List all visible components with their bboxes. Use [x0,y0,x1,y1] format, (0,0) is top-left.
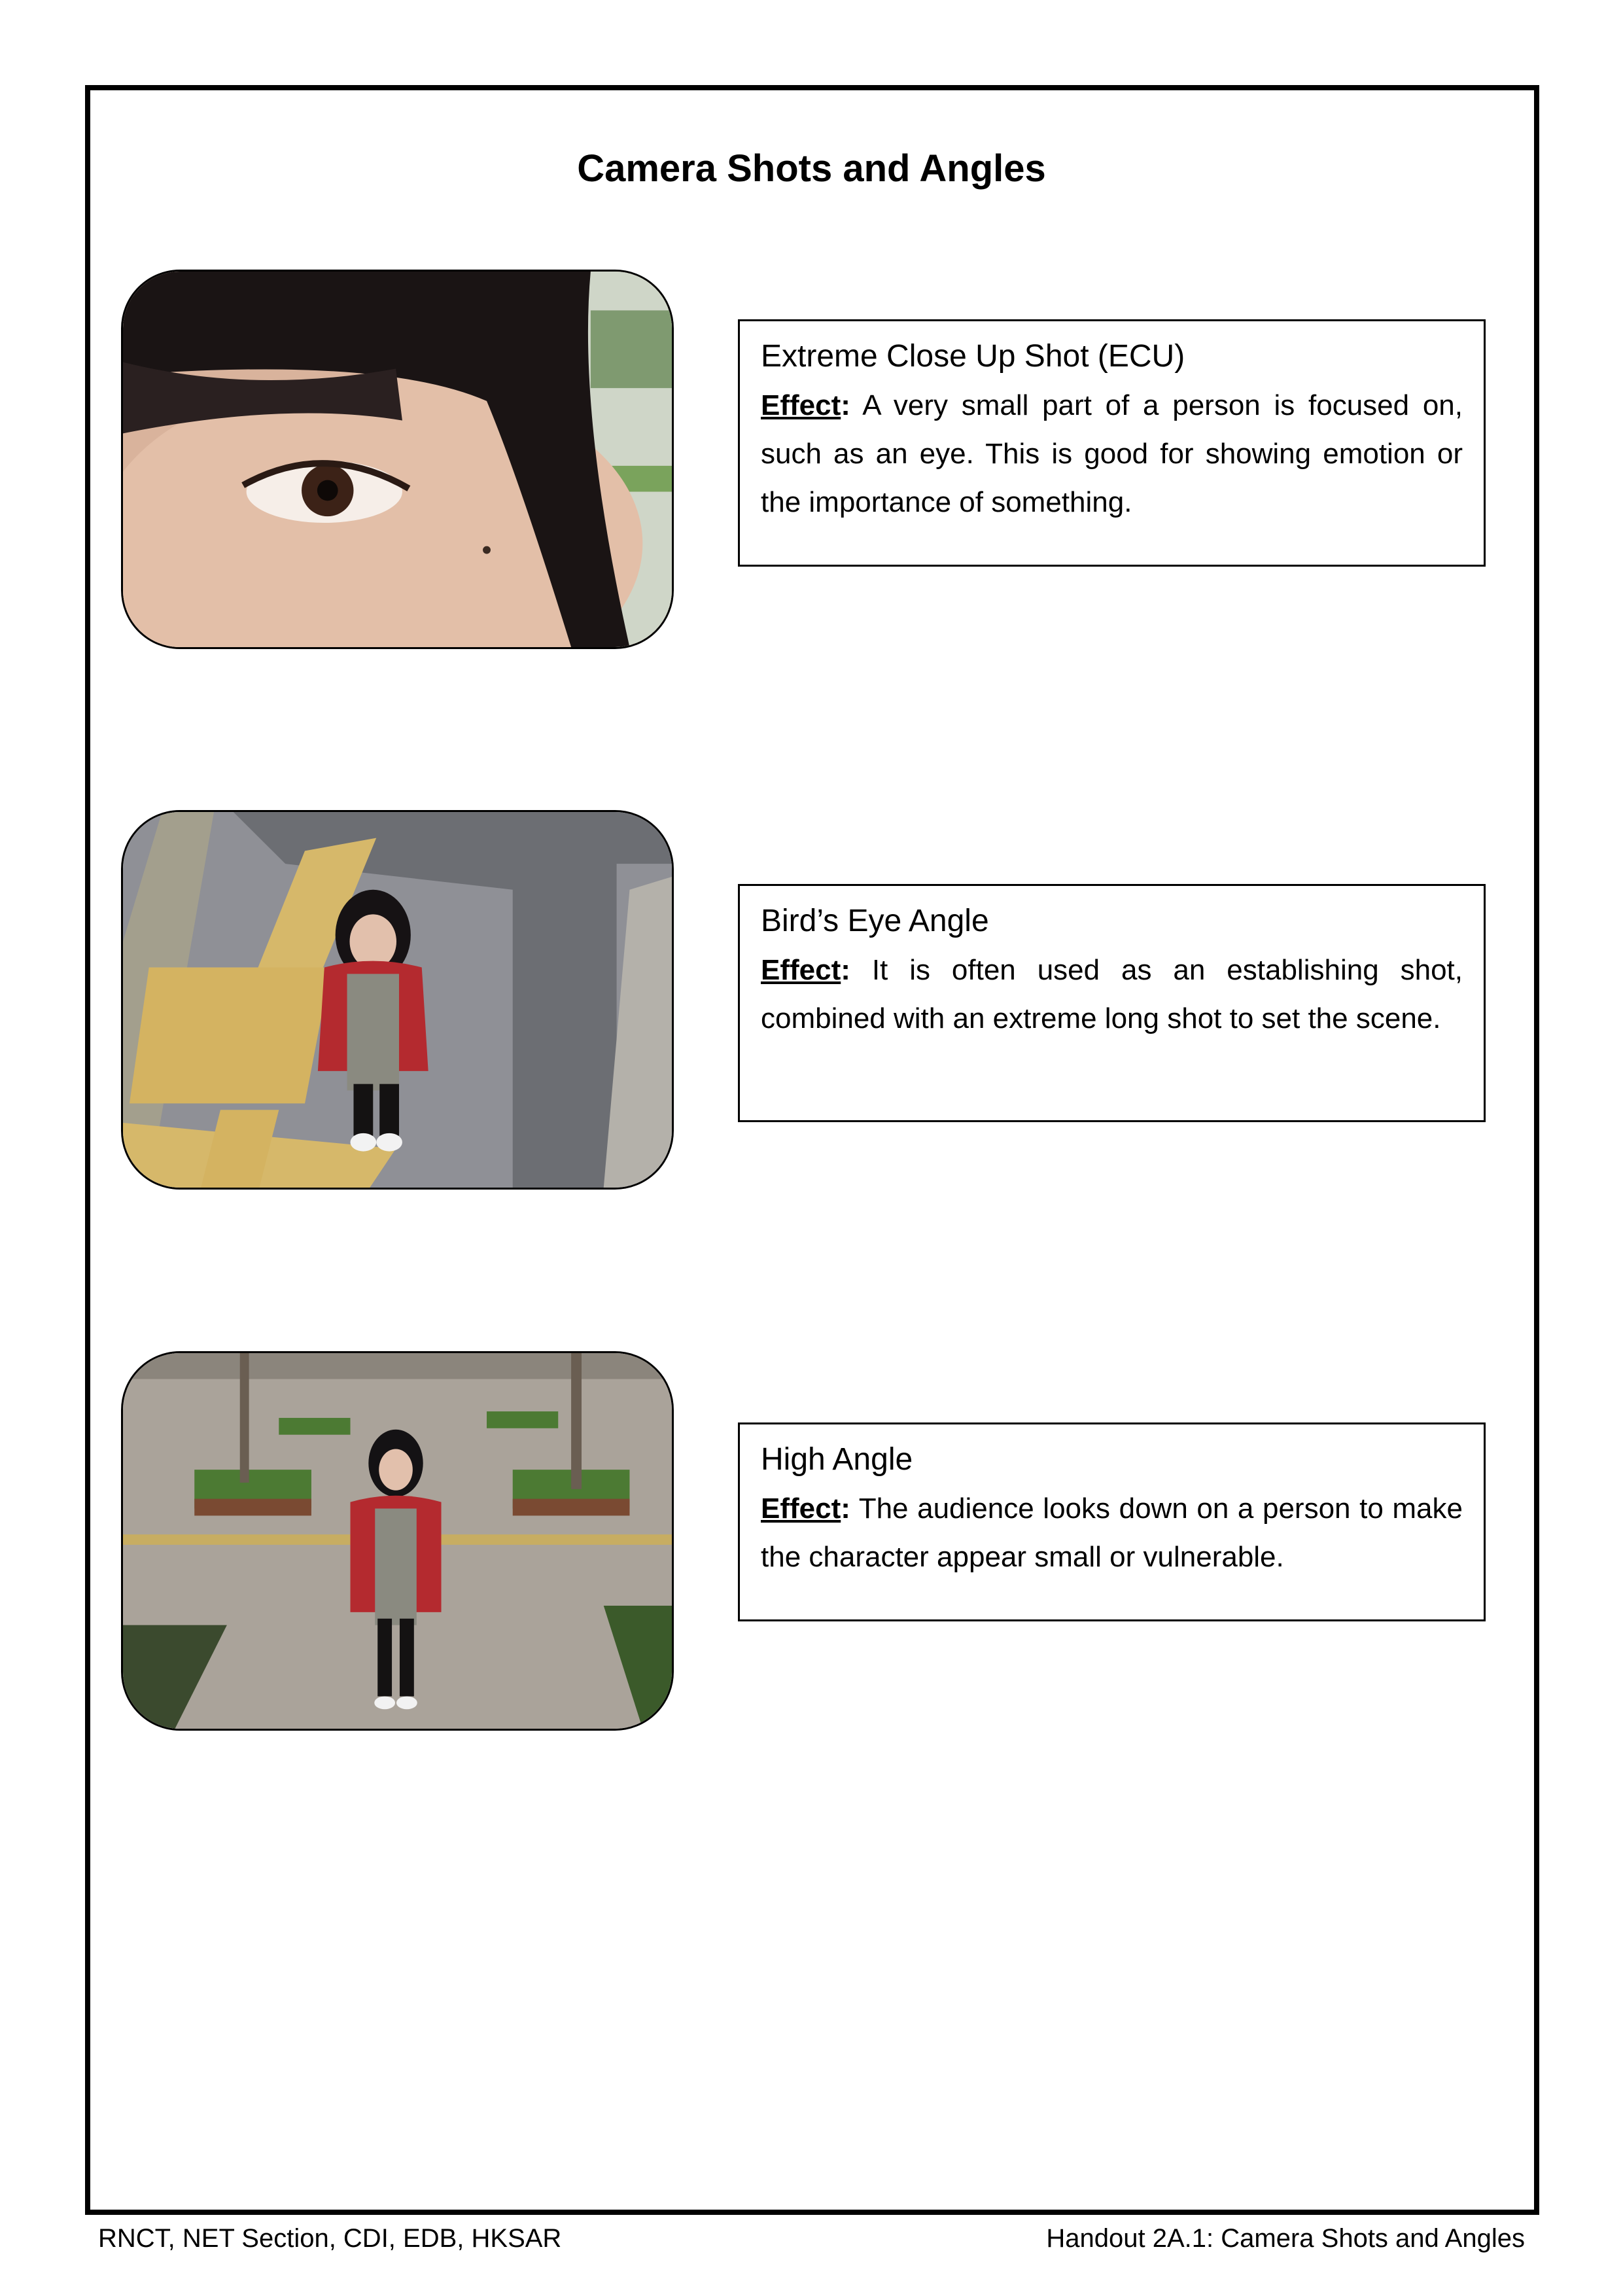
birds-eye-effect [761,946,1463,1043]
effect-text: A very small part of a person is focused on, such as an eye. This is good for showing emotion or the importance of something. [761,389,1463,518]
effect-text: The audience looks down on a person to make the character appear small or vulnerable. [761,1492,1463,1573]
effect-label: Effect [761,954,841,986]
high-angle-photo [121,1351,674,1731]
birds-eye-description-box [738,884,1486,1122]
birds-eye-heading: Bird’s Eye Angle [761,904,989,938]
page-title: Camera Shots and Angles [577,147,1046,190]
ecu-heading: Extreme Close Up Shot (ECU) [761,339,1185,374]
effect-colon: : [841,389,850,421]
ecu-description-box [738,319,1486,567]
footer-left: RNCT, NET Section, CDI, EDB, HKSAR [98,2224,562,2253]
birds-eye-photo [121,810,674,1190]
high-angle-heading: High Angle [761,1442,913,1477]
effect-label: Effect [761,389,841,421]
effect-text: It is often used as an establishing shot, combined with an extreme long shot to set the scene. [761,954,1463,1034]
ecu-effect [761,381,1463,527]
effect-colon: : [841,954,850,986]
effect-colon: : [841,1492,850,1525]
footer-right: Handout 2A.1: Camera Shots and Angles [1046,2224,1525,2253]
high-angle-effect [761,1485,1463,1581]
effect-label: Effect [761,1492,841,1525]
ecu-eye-photo [121,270,674,649]
high-angle-description-box [738,1422,1486,1621]
